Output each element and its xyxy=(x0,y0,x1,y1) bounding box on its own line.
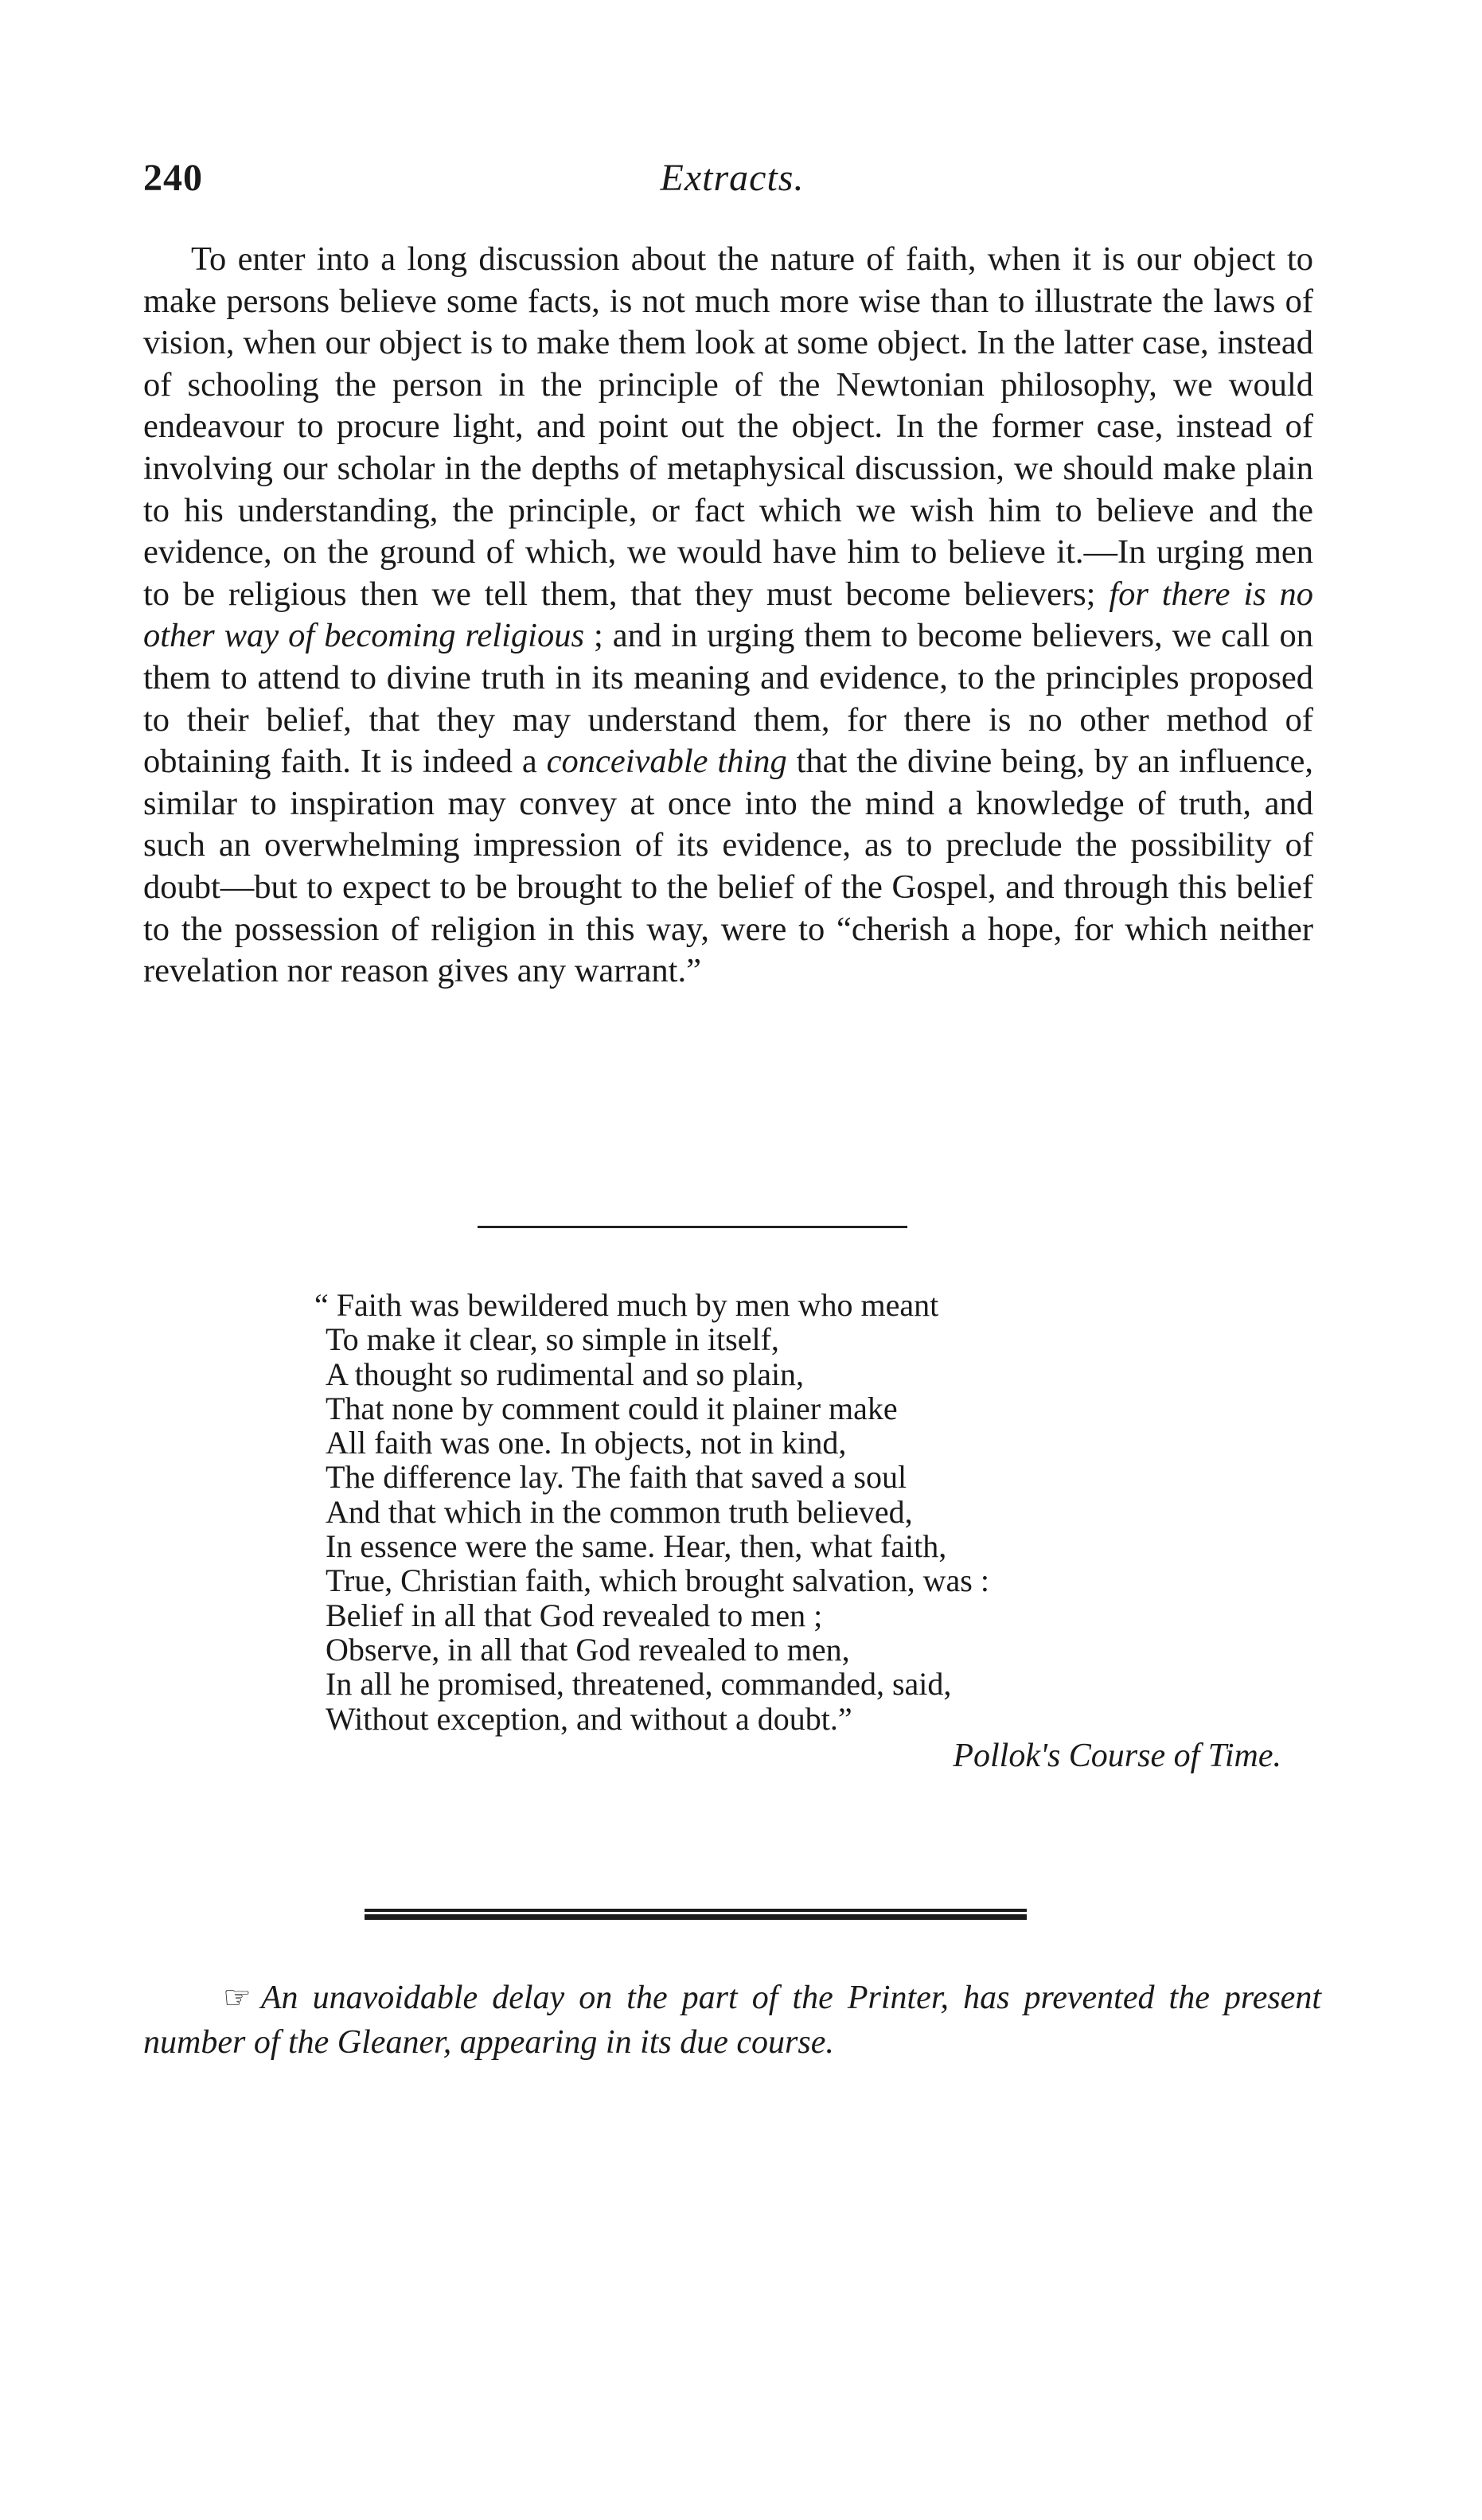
poem-attribution: Pollok's Course of Time. xyxy=(953,1737,1281,1774)
poem-line: Belief in all that God revealed to men ; xyxy=(326,1597,823,1633)
poem-line: And that which in the common truth believed, xyxy=(326,1493,913,1530)
body-italic-segment: for there is no other way of becoming religious xyxy=(143,575,1313,655)
body-text-segment: that the divine being, by an influence, similar to inspiration may convey at once into the mind a knowledge of truth, and such an overwhelming impression of its evidence, as to preclude the possibility of doubt—but to expect to be brought to the belief of the Gospel, and through this belief to the possession of religion in this way, were to “cherish a hope, for which neither revelation nor reason gives any warrant.” xyxy=(143,743,1313,990)
poem-line: The difference lay. The faith that saved a soul xyxy=(326,1459,907,1496)
section-divider xyxy=(478,1226,907,1228)
poem-line: Observe, in all that God revealed to men, xyxy=(326,1631,850,1668)
poem-line: True, Christian faith, which brought salvation, was : xyxy=(326,1562,989,1599)
thick-divider xyxy=(365,1909,1027,1920)
body-text-segment: To enter into a long discussion about the nature of faith, when it is our object to make persons believe some facts, is not much more wise than to illustrate the laws of vision, when our object is to make them look at some object. In the latter case, instead of schooling the person in the principle of the Newtonian philosophy, we would endeavour to procure light, and point out the object. In the former case, instead of involving our scholar in the depths of metaphysical discussion, we should make plain to his understanding, the principle, or fact which we wish him to believe and the evidence, on the ground of which, we would have him to believe it.—In urging men to be religious then we tell them, that they must become believers; xyxy=(143,240,1313,613)
poem-line: That none by comment could it plainer make xyxy=(326,1390,898,1426)
poem-line: To make it clear, so simple in itself, xyxy=(326,1321,779,1358)
running-title: Extracts. xyxy=(660,157,805,199)
poem-line: A thought so rudimental and so plain, xyxy=(326,1356,805,1392)
poem-quotation xyxy=(314,1288,1317,1773)
poem-line: In essence were the same. Hear, then, what faith, xyxy=(326,1528,947,1565)
pointing-hand-icon: ☞ xyxy=(223,1980,252,2015)
printer-notice xyxy=(143,1976,1321,2065)
body-italic-segment: conceivable thing xyxy=(546,743,787,781)
body-paragraph xyxy=(143,239,1313,993)
notice-text: An unavoidable delay on the part of the Printer, has prevented the present number of the Gleaner, appearing in its due course. xyxy=(143,1980,1321,2061)
body-text-segment: ; and in urging them to become believers, we call on them to attend to divine truth in its meaning and evidence, to the principles proposed to their belief, that they may understand them, for there is no other method of obtaining faith. It is indeed a xyxy=(143,617,1314,781)
poem-line: All faith was one. In objects, not in kind, xyxy=(326,1425,847,1461)
poem-line: Without exception, and without a doubt.” xyxy=(326,1700,852,1737)
poem-line: In all he promised, threatened, commanded, said, xyxy=(326,1666,952,1703)
page-header xyxy=(143,156,1321,204)
page-number: 240 xyxy=(143,157,203,199)
poem-line: “ Faith was bewildered much by men who meant xyxy=(314,1287,939,1323)
